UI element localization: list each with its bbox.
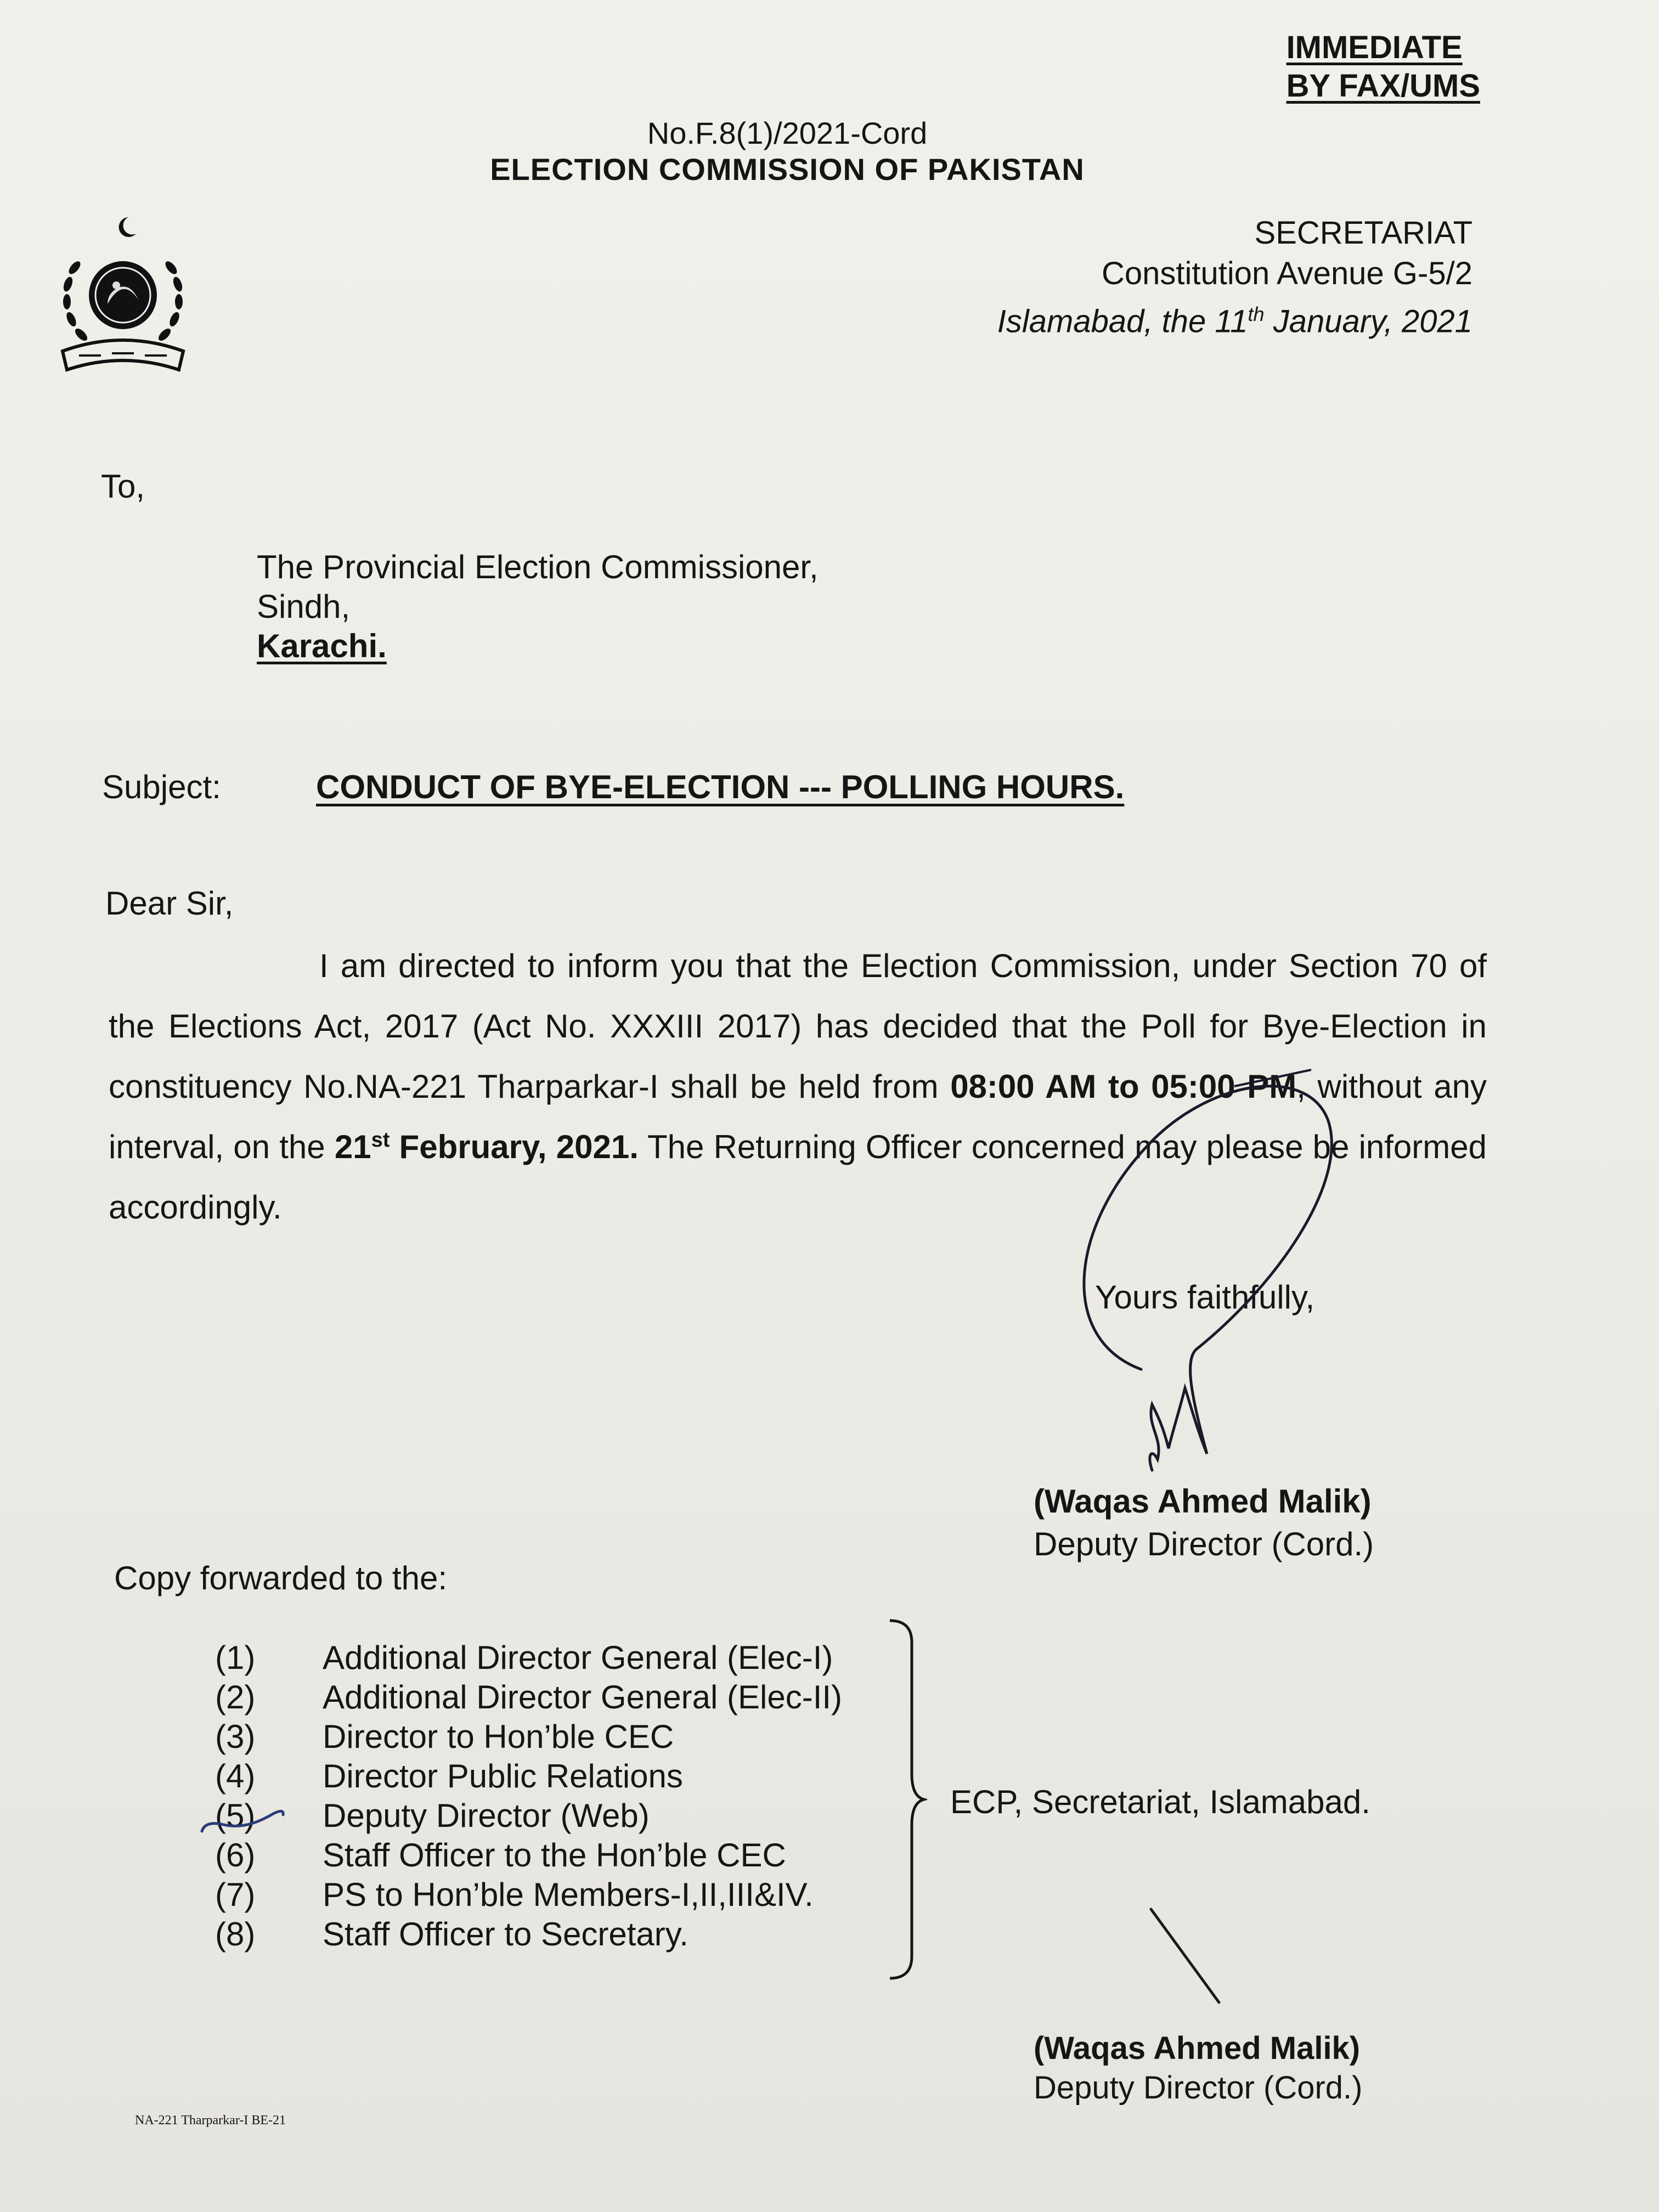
letter-date: Islamabad, the 11th January, 2021	[997, 303, 1472, 340]
urgency-marking	[1286, 29, 1480, 105]
urgency-line-1: IMMEDIATE	[1286, 30, 1463, 65]
pen-slash-mark	[1151, 1909, 1219, 2002]
signatory2-title: Deputy Director (Cord.)	[1034, 2070, 1363, 2106]
list-item: (5) Deputy Director (Web)	[215, 1797, 650, 1834]
letter-body: I am directed to inform you that the Election Commission, under Section 70 of the Elections Act, 2017 (Act No. XXXIII 2017) has decided that the Poll for Bye-Election in constituency No.NA-221 Tharparkar-I shall be held from 08:00 AM to 05:00 PM, without any interval, on the 21st February, 2021. The Returning Officer concerned may please be informed accordingly.	[109, 947, 1487, 1226]
salutation: Dear Sir,	[105, 885, 234, 922]
list-item: (6) Staff Officer to the Hon’ble CEC	[215, 1837, 786, 1874]
signatory-name: (Waqas Ahmed Malik)	[1034, 1483, 1372, 1520]
office-address	[997, 213, 1472, 342]
closing: Yours faithfully,	[1095, 1279, 1315, 1316]
ecp-emblem-icon	[46, 207, 200, 394]
office-name: SECRETARIAT	[1254, 215, 1472, 251]
recipient-line-1: The Provincial Election Commissioner,	[257, 549, 819, 585]
organization-name: ELECTION COMMISSION OF PAKISTAN	[490, 152, 1085, 187]
urgency-line-2: BY FAX/UMS	[1286, 68, 1480, 104]
polling-hours: 08:00 AM to 05:00 PM	[950, 1068, 1297, 1105]
list-item: (3) Director to Hon’ble CEC	[215, 1718, 674, 1755]
poll-date: 21st February, 2021.	[334, 1128, 639, 1165]
footer-reference: NA-221 Tharparkar-I BE-21	[135, 2113, 286, 2128]
right-brace-icon	[878, 1616, 927, 1984]
subject-label: Subject:	[102, 769, 221, 805]
subject-text: CONDUCT OF BYE-ELECTION --- POLLING HOURS.	[316, 769, 1125, 805]
street-address: Constitution Avenue G-5/2	[1101, 256, 1472, 291]
file-number: No.F.8(1)/2021-Cord	[647, 116, 928, 150]
signatory-title: Deputy Director (Cord.)	[1034, 1526, 1374, 1562]
to-label: To,	[101, 468, 145, 505]
list-item: (4) Director Public Relations	[215, 1758, 683, 1795]
list-item: (1) Additional Director General (Elec-I)	[215, 1639, 833, 1676]
signatory2-name: (Waqas Ahmed Malik)	[1034, 2030, 1361, 2066]
recipient-line-2: Sindh,	[257, 588, 351, 625]
copy-location: ECP, Secretariat, Islamabad.	[950, 1784, 1370, 1820]
copy-forwarded-label: Copy forwarded to the:	[114, 1560, 448, 1596]
list-item: (2) Additional Director General (Elec-II)	[215, 1679, 843, 1716]
copy-list	[215, 1638, 842, 1954]
list-item: (8) Staff Officer to Secretary.	[215, 1916, 689, 1953]
recipient-city: Karachi.	[257, 628, 387, 664]
list-item: (7) PS to Hon’ble Members-I,II,III&IV.	[215, 1876, 814, 1913]
recipient-block	[257, 548, 819, 666]
